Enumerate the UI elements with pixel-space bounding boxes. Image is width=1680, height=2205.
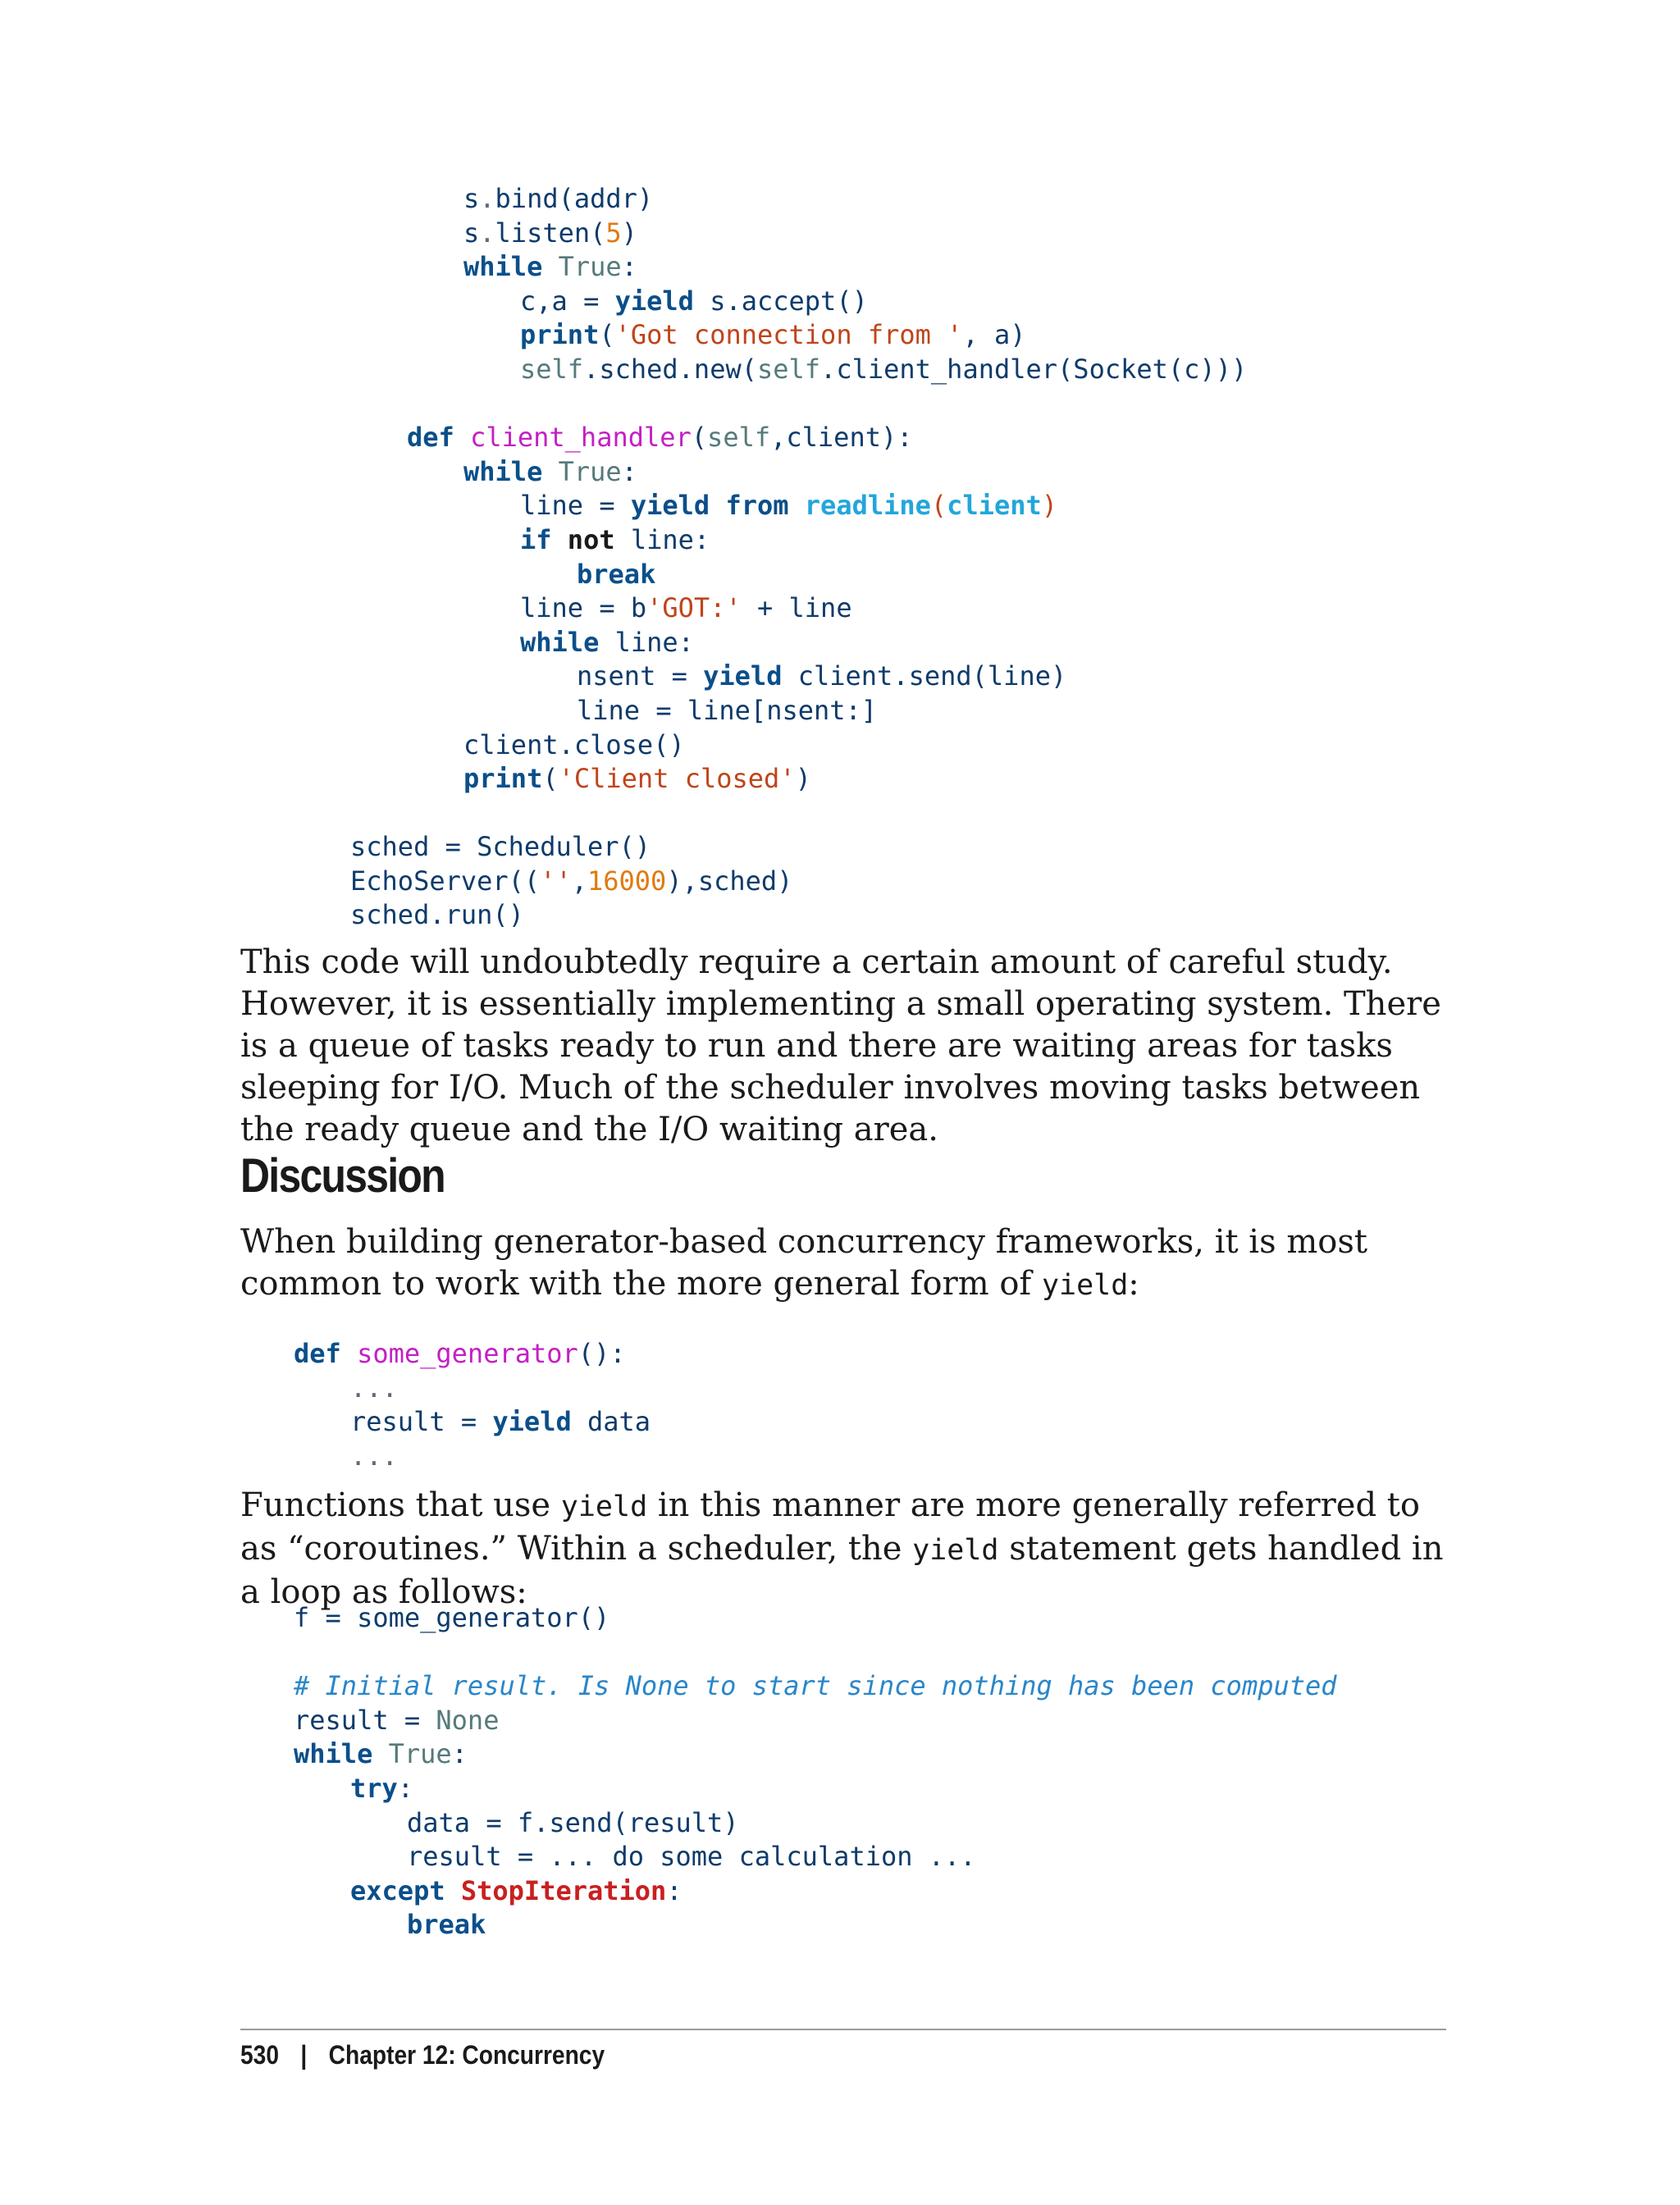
code-block-generator	[0, 1337, 651, 1473]
code-line: c,a = yield s.accept()	[520, 285, 868, 317]
code-blank-line	[0, 1636, 1337, 1670]
code-line: while True:	[463, 455, 637, 487]
page-footer	[240, 2040, 605, 2070]
code-line: self.sched.new(self.client_handler(Socket(c)))	[520, 353, 1248, 385]
code-blank-line	[0, 797, 1247, 831]
code-line: except StopIteration:	[350, 1874, 682, 1906]
section-heading: Discussion	[240, 1149, 445, 1203]
code-line: ...	[350, 1372, 398, 1404]
code-line: result = ... do some calculation ...	[407, 1841, 976, 1873]
code-line: ...	[350, 1440, 398, 1472]
code-line: nsent = yield client.send(line)	[577, 660, 1067, 692]
code-line: break	[577, 558, 656, 590]
code-line: while True:	[463, 251, 637, 283]
code-line: sched.run()	[350, 899, 524, 931]
code-block-scheduler-loop	[0, 1601, 1337, 1942]
code-line: while True:	[294, 1738, 468, 1770]
code-line: data = f.send(result)	[407, 1806, 739, 1838]
code-line: if not line:	[520, 523, 710, 555]
code-blank-line	[0, 387, 1247, 422]
code-comment: # Initial result. Is None to start since nothing has been computed	[294, 1670, 1337, 1702]
body-paragraph: When building generator-based concurrency frameworks, it is most common to work with the more general form of yield:	[240, 1223, 1367, 1303]
inline-code: yield	[912, 1534, 999, 1567]
code-line: EchoServer(('',16000),sched)	[350, 865, 793, 897]
chapter-title: Chapter 12: Concurrency	[328, 2040, 605, 2070]
inline-code: yield	[560, 1491, 648, 1523]
footer-divider	[240, 2029, 1446, 2030]
code-line: def client_handler(self,client):	[407, 422, 913, 454]
body-paragraph: This code will undoubtedly require a certain amount of careful study. However, it is essentially implementing a small operating system. There is a queue of tasks ready to run and there are waiting areas for tasks sleeping for I/O. Much of the scheduler involves moving tasks between the ready queue and the I/O waiting area.	[240, 943, 1441, 1148]
code-line: client.close()	[463, 728, 685, 760]
code-line: f = some_generator()	[294, 1602, 610, 1633]
code-line: sched = Scheduler()	[350, 831, 651, 863]
body-paragraph: Functions that use yield in this manner are more generally referred to as “coroutines.” Within a scheduler, the yield statement gets handled in a loop as follows:	[240, 1486, 1444, 1611]
code-line: print('Client closed')	[463, 763, 811, 795]
code-line: result = None	[294, 1704, 500, 1736]
inline-code: yield	[1041, 1269, 1129, 1302]
code-block-echo-server	[0, 182, 1247, 933]
code-line: line = line[nsent:]	[577, 694, 878, 726]
code-line: s.bind(addr)	[463, 183, 654, 214]
code-line: def some_generator():	[294, 1338, 626, 1369]
code-line: line = yield from readline(client)	[520, 490, 1058, 522]
page-number: 530	[240, 2040, 279, 2070]
footer-separator: |	[300, 2040, 308, 2070]
code-line: try:	[350, 1772, 414, 1804]
code-line: s.listen(5)	[463, 217, 637, 249]
code-line: result = yield data	[350, 1406, 651, 1438]
code-line: line = b'GOT:' + line	[520, 592, 852, 624]
code-line: print('Got connection from ', a)	[520, 319, 1026, 351]
code-line: break	[407, 1909, 486, 1941]
code-line: while line:	[520, 626, 694, 658]
